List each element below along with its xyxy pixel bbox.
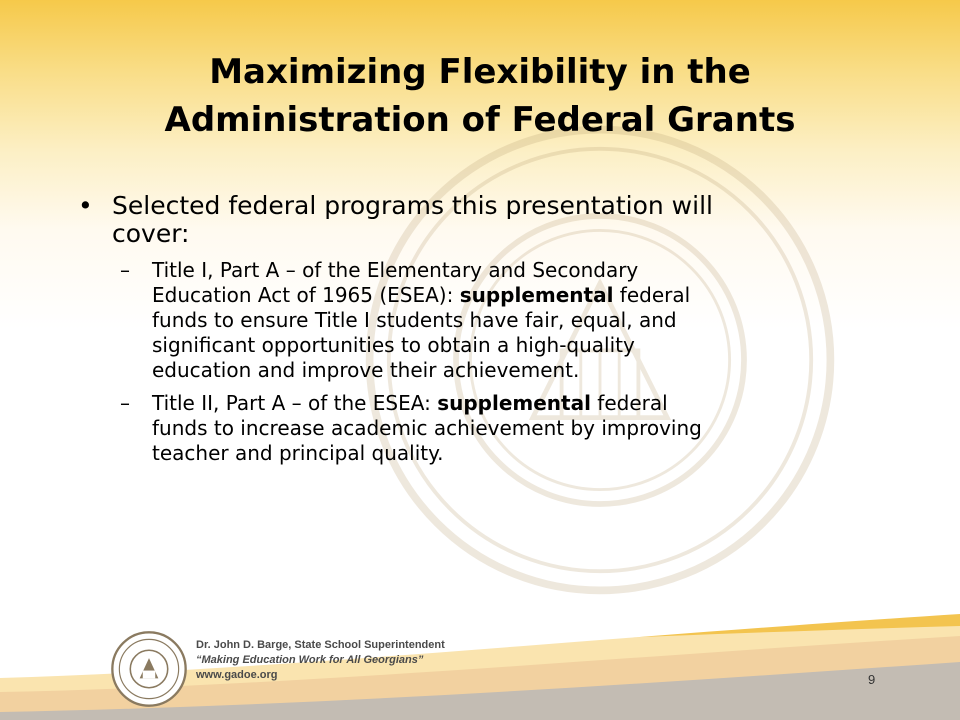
subitem-text: Title II, Part A – of the ESEA: xyxy=(152,391,438,415)
footer-text xyxy=(196,638,445,683)
subitem-text: Education Act of 1965 (ESEA): xyxy=(152,283,460,307)
subitem-title-ii xyxy=(78,391,878,466)
bullet-line-2: cover: xyxy=(112,219,190,248)
title-line-2: Administration of Federal Grants xyxy=(164,100,796,140)
subitem-line: education and improve their achievement. xyxy=(152,358,580,382)
footer-superintendent: Dr. John D. Barge, State School Superintendent xyxy=(196,639,445,651)
subitem-line: Title I, Part A – of the Elementary and Secondary xyxy=(152,258,639,282)
subitem-line xyxy=(152,391,878,416)
subitem-line: significant opportunities to obtain a high-quality xyxy=(152,333,635,357)
subitem-line: teacher and principal quality. xyxy=(152,441,444,465)
subitem-line: funds to increase academic achievement by improving xyxy=(152,416,702,440)
title-line-1: Maximizing Flexibility in the xyxy=(209,52,751,92)
georgia-doe-seal-icon xyxy=(110,630,188,708)
bullet-line-1: Selected federal programs this presentation will xyxy=(112,191,713,220)
subitem-text: federal xyxy=(613,283,691,307)
footer-url[interactable]: www.gadoe.org xyxy=(196,669,278,681)
subitem-marker: – xyxy=(120,391,130,415)
subitem-emphasis: supplemental xyxy=(437,391,591,415)
bullet-marker: • xyxy=(78,191,93,220)
slide-title xyxy=(60,48,900,144)
subitem-marker: – xyxy=(120,258,130,282)
footer-slogan: “Making Education Work for All Georgians” xyxy=(196,654,424,666)
bullet-item xyxy=(78,192,878,248)
subitem-line: funds to ensure Title I students have fair, equal, and xyxy=(152,308,677,332)
subitem-text: federal xyxy=(590,391,668,415)
subitem-title-i xyxy=(78,258,878,383)
bullet-list xyxy=(78,192,878,474)
subitem-emphasis: supplemental xyxy=(459,283,614,307)
subitem-line xyxy=(152,283,878,308)
page-number: 9 xyxy=(868,672,876,687)
